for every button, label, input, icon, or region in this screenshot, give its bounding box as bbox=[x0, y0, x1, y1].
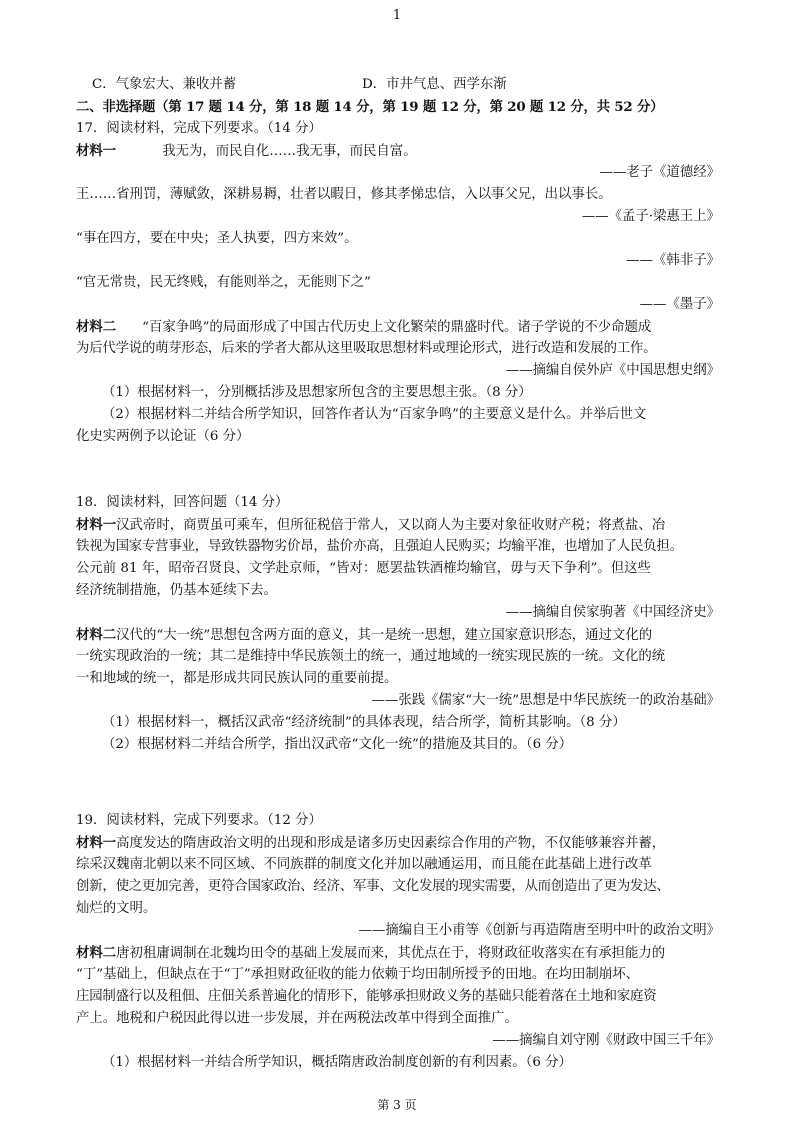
question-19 bbox=[76, 810, 720, 1074]
option-d: D．市井气息、西学东渐 bbox=[362, 77, 507, 92]
q19-stem: 19．阅读材料，完成下列要求。（12 分） bbox=[76, 813, 322, 828]
options-row bbox=[76, 74, 720, 96]
q18-stem: 18．阅读材料，回答问题（14 分） bbox=[76, 495, 289, 510]
q17-source4: ——《墨子》 bbox=[639, 297, 720, 312]
q17-sub2-line2: 化史实两例予以论证（6 分） bbox=[76, 429, 250, 444]
q18-material1-line4: 经济统制措施，仍基本延续下去。 bbox=[76, 583, 277, 598]
question-17 bbox=[76, 118, 720, 448]
q17-material1-quote2: 王……省刑罚，薄赋敛，深耕易耨，壮者以暇日，修其孝悌忠信，入以事父兄，出以事长。 bbox=[76, 187, 612, 202]
question-18 bbox=[76, 492, 720, 756]
q17-material2-label: 材料二 bbox=[76, 319, 117, 335]
q19-material2-source: ——摘编自刘守刚《财政中国三千年》 bbox=[492, 1033, 720, 1048]
q18-material1-line2: 铁视为国家专营事业，导致铁器物劣价昂，盐价亦高，且强迫人民购买；均输平准，也增加了人民负担。 bbox=[76, 539, 683, 554]
q19-material1-line3: 创新，使之更加完善，更符合国家政治、经济、军事、文化发展的现实需要，从而创造出了更为发达、 bbox=[76, 879, 670, 894]
q17-material2-line2: 为后代学说的萌芽形态，后来的学者大都从这里吸取思想材料或理论形式，进行改造和发展的工作。 bbox=[76, 341, 657, 356]
q17-material1-quote1: 材料一 我无为，而民自化……我无事，而民自富。 bbox=[76, 143, 417, 159]
q17-material1-quote3: “事在四方，要在中央；圣人执要，四方来效”。 bbox=[76, 231, 358, 246]
q18-material2-label: 材料二 bbox=[76, 627, 117, 643]
q18-material2-line1: 材料二汉代的“大一统”思想包含两方面的意义，其一是统一思想，建立国家意识形态，通过文化的 bbox=[76, 627, 653, 643]
q17-sub1: （1）根据材料一，分别概括涉及思想家所包含的主要思想主张。（8 分） bbox=[102, 385, 532, 400]
q19-material2-line2: “丁”基础上，但缺点在于“丁”承担财政征收的能力依赖于均田制所授予的田地。在均田制崩坏、 bbox=[76, 967, 640, 982]
q19-material1-label: 材料一 bbox=[76, 835, 117, 851]
option-c: C．气象宏大、兼收并蓄 bbox=[92, 77, 237, 92]
q19-material1-source: ——摘编自王小甫等《创新与再造隋唐至明中叶的政治文明》 bbox=[358, 923, 720, 938]
q17-material2-source: ——摘编自侯外庐《中国思想史纲》 bbox=[505, 363, 720, 378]
q18-material1-line1: 材料一汉武帝时，商贾虽可乘车，但所征税倍于常人，又以商人为主要对象征收财产税；将煮盐、冶 bbox=[76, 517, 666, 533]
q19-material1-line4: 灿烂的文明。 bbox=[76, 901, 157, 916]
q17-source1: ——老子《道德经》 bbox=[599, 165, 720, 180]
q17-material1-label: 材料一 bbox=[76, 143, 117, 159]
q19-material1-line2: 综采汉魏南北朝以来不同区域、不同族群的制度文化并加以融通运用，而且能在此基础上进行改革 bbox=[76, 857, 652, 872]
q19-material2-label: 材料二 bbox=[76, 945, 117, 961]
q18-material2-line2: 一统实现政治的一统；其二是维持中华民族领土的统一，通过地域的一统实现民族的一统。文化的统 bbox=[76, 649, 666, 664]
page-content bbox=[76, 74, 720, 1074]
q19-material2-line3: 庄园制盛行以及租佃、庄佃关系普遍化的情形下，能够承担财政义务的基础只能着落在土地和家庭资 bbox=[76, 989, 657, 1004]
q17-source2: ——《孟子·梁惠王上》 bbox=[581, 209, 720, 224]
q17-stem: 17．阅读材料，完成下列要求。（14 分） bbox=[76, 121, 322, 136]
q18-sub1: （1）根据材料一，概括汉武帝“经济统制”的具体表现，结合所学，简析其影响。（8 分） bbox=[102, 715, 626, 730]
q18-sub2: （2）根据材料二并结合所学，指出汉武帝“文化一统”的措施及其目的。（6 分） bbox=[102, 737, 573, 752]
q18-material1-label: 材料一 bbox=[76, 517, 117, 533]
q18-material1-line3: 公元前 81 年，昭帝召贤良、文学赴京师，“皆对：愿罢盐铁酒榷均输官，毋与天下争利”。但这些 bbox=[76, 561, 651, 576]
q19-sub1: （1）根据材料一并结合所学知识，概括隋唐政治制度创新的有利因素。（6 分） bbox=[102, 1055, 572, 1070]
q19-material2-line4: 产上。地税和户税因此得以进一步发展，并在两税法改革中得到全面推广。 bbox=[76, 1011, 518, 1026]
q18-material1-source: ——摘编自侯家驹著《中国经济史》 bbox=[505, 605, 720, 620]
q19-material1-line1: 材料一高度发达的隋唐政治文明的出现和形成是诸多历史因素综合作用的产物，不仅能够兼容并蓄， bbox=[76, 835, 666, 851]
page-top-number: 1 bbox=[392, 8, 402, 23]
q17-material1-quote4: “官无常贵，民无终贱，有能则举之，无能则下之” bbox=[76, 275, 371, 290]
q18-material2-line3: 一和地域的统一，都是形成共同民族认同的重要前提。 bbox=[76, 671, 398, 686]
q17-source3: ——《韩非子》 bbox=[626, 253, 720, 268]
q17-sub2-line1: （2）根据材料二并结合所学知识，回答作者认为“百家争鸣”的主要意义是什么。并举后世文 bbox=[102, 407, 647, 422]
q19-material2-line1: 材料二唐初租庸调制在北魏均田令的基础上发展而来，其优点在于，将财政征收落实在有承担能力的 bbox=[76, 945, 666, 961]
q18-material2-source: ——张践《儒家“大一统”思想是中华民族统一的政治基础》 bbox=[371, 693, 720, 708]
page-footer: 第 3 页 bbox=[377, 1098, 417, 1112]
section-title: 二、非选择题（第 17 题 14 分，第 18 题 14 分，第 19 题 12 分，第 20 题 12 分，共 52 分） bbox=[76, 99, 664, 115]
q17-material2-line1: 材料二 “百家争鸣”的局面形成了中国古代历史上文化繁荣的鼎盛时代。诸子学说的不少命题成 bbox=[76, 319, 652, 335]
